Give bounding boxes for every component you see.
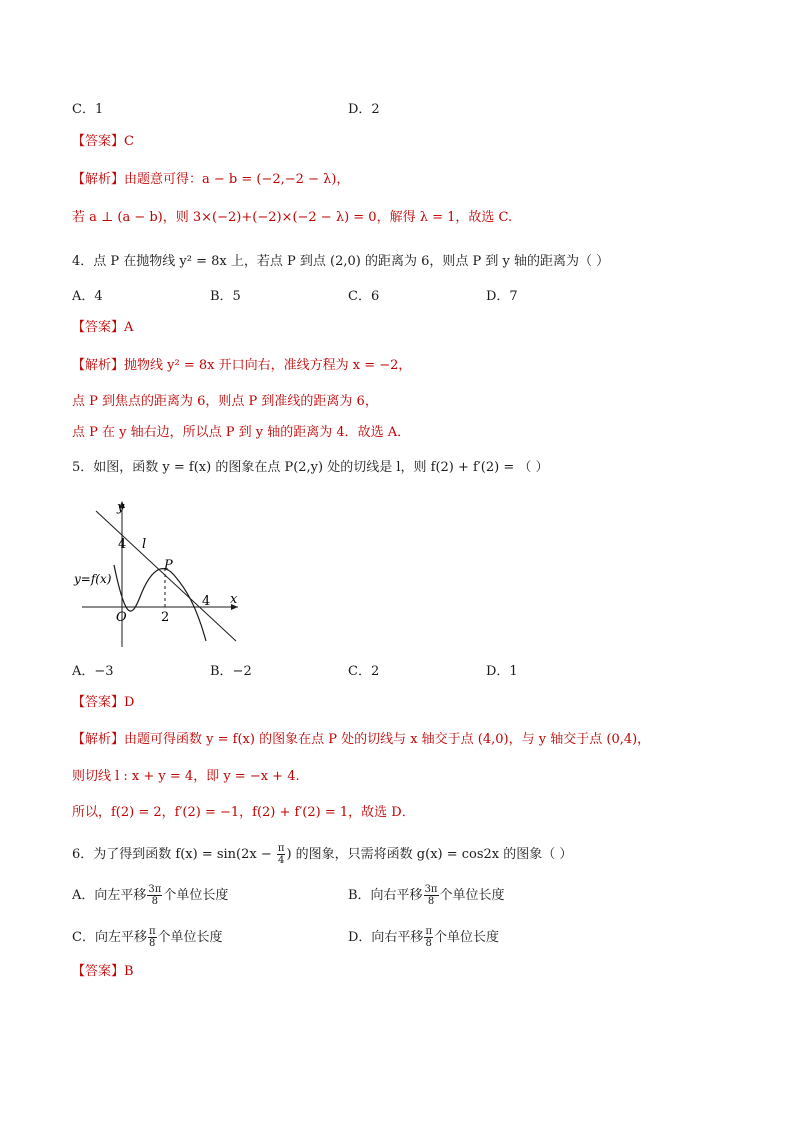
label-y: y xyxy=(117,500,125,515)
option-fraction xyxy=(147,884,162,907)
fraction-denominator: 8 xyxy=(427,896,435,907)
label-l: l xyxy=(142,537,147,552)
label-fx: y=f(x) xyxy=(74,572,112,586)
q5-analysis-line-1 xyxy=(72,730,650,750)
option-text: 个单位长度 xyxy=(439,888,505,903)
label-x: x xyxy=(230,592,238,607)
fraction-numerator: 3π xyxy=(148,884,162,895)
q4-answer xyxy=(72,318,133,338)
q5-stem: 5．如图，函数 y = f(x) 的图象在点 P(2,y) 处的切线是 l，则 f(2) + f′(2) = （ ） xyxy=(72,460,549,475)
q6-option-b xyxy=(348,884,505,907)
q5-option-b: B．−2 xyxy=(210,664,252,679)
curve-fx xyxy=(114,565,206,641)
q6-stem-suffix: ) 的图象，只需将函数 g(x) = cos2x 的图象（ ） xyxy=(286,847,573,862)
q5-function-graph xyxy=(70,495,245,655)
q6-answer xyxy=(72,962,134,982)
fraction-numerator: 3π xyxy=(424,884,438,895)
q3-answer xyxy=(72,132,134,152)
q4-analysis-line-3: 点 P 在 y 轴右边，所以点 P 到 y 轴的距离为 4．故选 A． xyxy=(72,425,411,440)
option-text: D．向右平移 xyxy=(348,930,424,945)
fraction-denominator: 8 xyxy=(149,938,156,949)
option-fraction xyxy=(424,884,439,907)
option-fraction xyxy=(424,926,433,949)
fraction-denominator: 8 xyxy=(425,938,432,949)
fraction-numerator: π xyxy=(277,843,285,854)
option-text: 个单位长度 xyxy=(163,888,229,903)
analysis-tag: 【解析】 xyxy=(72,732,125,747)
q5-analysis-line-2: 则切线 l : x + y = 4，即 y = −x + 4. xyxy=(72,769,300,784)
q5-option-c: C．2 xyxy=(348,664,380,679)
label-origin: O xyxy=(116,610,127,625)
answer-tag: 【答案】 xyxy=(72,695,125,710)
q5-answer xyxy=(72,693,134,713)
fraction-numerator: π xyxy=(425,926,433,937)
option-text: A．向左平移 xyxy=(72,888,147,903)
option-text: C．向左平移 xyxy=(72,930,147,945)
fraction-denominator: 8 xyxy=(151,896,159,907)
q3-analysis-line-1 xyxy=(72,170,349,190)
analysis-tag: 【解析】 xyxy=(72,172,125,187)
option-text: 个单位长度 xyxy=(434,930,500,945)
label-p: P xyxy=(164,558,173,573)
q5-analysis-line-3: 所以，f(2) = 2，f′(2) = −1，f(2) + f′(2) = 1，故选 D． xyxy=(72,805,415,820)
q6-option-d xyxy=(348,926,499,949)
answer-value: D xyxy=(124,695,135,710)
q6-stem xyxy=(72,843,572,866)
q4-analysis-line-2: 点 P 到焦点的距离为 6，则点 P 到准线的距离为 6， xyxy=(72,394,378,409)
answer-value: A xyxy=(124,320,134,335)
answer-tag: 【答案】 xyxy=(72,134,125,149)
q4-stem: 4．点 P 在抛物线 y² = 8x 上，若点 P 到点 (2,0) 的距离为 6，则点 P 到 y 轴的距离为（ ） xyxy=(72,254,610,269)
q3-option-d: D．2 xyxy=(348,102,380,117)
answer-tag: 【答案】 xyxy=(72,964,125,979)
analysis-text: 由题可得函数 y = f(x) 的图象在点 P 处的切线与 x 轴交于点 (4,0)，与 y 轴交于点 (0,4)， xyxy=(124,732,651,747)
fraction-denominator: 4 xyxy=(277,855,285,866)
option-text: B．向右平移 xyxy=(348,888,423,903)
analysis-tag: 【解析】 xyxy=(72,358,125,373)
q4-analysis-line-1 xyxy=(72,356,411,376)
fraction-numerator: π xyxy=(148,926,156,937)
q5-option-a: A．−3 xyxy=(72,664,114,679)
q4-option-a: A．4 xyxy=(72,289,103,304)
answer-value: B xyxy=(124,964,134,979)
label-x-intercept-4: 4 xyxy=(202,594,211,609)
label-y-intercept-4: 4 xyxy=(118,537,127,552)
answer-tag: 【答案】 xyxy=(72,320,125,335)
analysis-text: 抛物线 y² = 8x 开口向右，准线方程为 x = −2， xyxy=(124,358,412,373)
option-fraction xyxy=(148,926,157,949)
q6-option-a xyxy=(72,884,228,907)
option-text: 个单位长度 xyxy=(157,930,223,945)
q6-stem-fraction xyxy=(277,843,286,866)
q4-option-c: C．6 xyxy=(348,289,380,304)
q3-analysis-line-2: 若 a ⊥ (a − b)，则 3×(−2)+(−2)×(−2 − λ) = 0，解得 λ = 1，故选 C. xyxy=(72,210,513,225)
q3-option-c: C．1 xyxy=(72,102,104,117)
q5-option-d: D．1 xyxy=(486,664,518,679)
analysis-text: 由题意可得：a − b = (−2,−2 − λ)， xyxy=(124,172,350,187)
answer-value: C xyxy=(124,134,134,149)
q6-option-c xyxy=(72,926,223,949)
label-2: 2 xyxy=(161,610,170,625)
q4-option-d: D．7 xyxy=(486,289,518,304)
q6-stem-prefix: 6．为了得到函数 f(x) = sin(2x − xyxy=(72,847,276,862)
q4-option-b: B．5 xyxy=(210,289,241,304)
